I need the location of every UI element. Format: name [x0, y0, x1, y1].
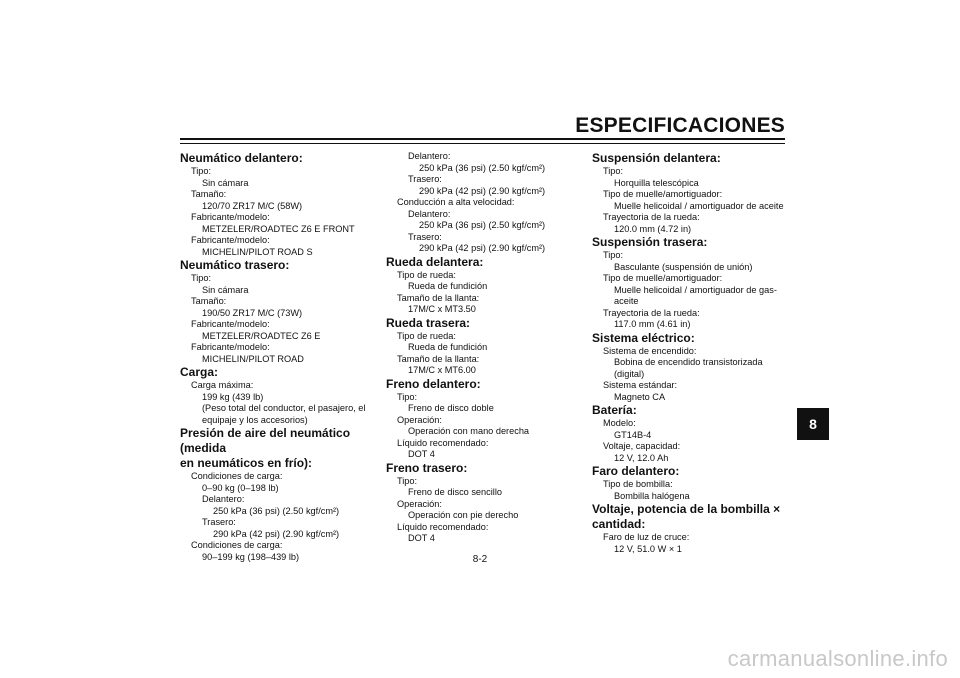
page-title: ESPECIFICACIONES	[575, 114, 785, 137]
spec-line: Freno de disco doble	[408, 403, 494, 413]
spec-line: 17M/C x MT3.50	[408, 304, 476, 314]
spec-line: Operación con pie derecho	[408, 510, 519, 520]
spec-line: Líquido recomendado:	[397, 437, 489, 448]
spec-line: Bombilla halógena	[614, 490, 690, 501]
spec-line: DOT 4	[408, 449, 435, 459]
section-heading: Voltaje, potencia de la bombilla ×	[592, 502, 781, 516]
section-heading: Freno delantero:	[386, 376, 481, 391]
spec-line: Rueda de fundición	[408, 281, 488, 291]
spec-line: 190/50 ZR17 M/C (73W)	[202, 307, 303, 318]
spec-line: Sin cámara	[202, 177, 249, 188]
spec-line: Tamaño de la llanta:	[397, 292, 480, 303]
spec-line: Delantero:	[408, 208, 451, 219]
section-heading: Neumático delantero:	[180, 151, 303, 165]
spec-line: Faro de luz de cruce:	[603, 532, 690, 542]
spec-line: Sistema estándar:	[603, 380, 678, 390]
spec-line: Condiciones de carga:	[191, 540, 283, 550]
spec-line: Tipo de bombilla:	[603, 479, 673, 489]
spec-line: 90–199 kg (198–439 lb)	[202, 551, 300, 562]
spec-line: Voltaje, capacidad:	[603, 441, 681, 451]
spec-line: Tipo:	[191, 166, 212, 176]
spec-line: (digital)	[614, 368, 645, 379]
spec-line: MICHELIN/PILOT ROAD S	[202, 246, 313, 257]
spec-line: Bobina de encendido transistorizada	[614, 357, 763, 367]
spec-line: Tipo:	[397, 475, 418, 486]
spec-line: METZELER/ROADTEC Z6 E	[202, 330, 321, 341]
section-heading: Rueda trasera:	[386, 315, 471, 330]
spec-line: GT14B-4	[614, 429, 652, 440]
spec-line: Trasero:	[408, 231, 442, 242]
section-heading: Neumático trasero:	[180, 258, 290, 272]
spec-line: Tamaño:	[191, 296, 227, 306]
spec-line: 12 V, 51.0 W × 1	[614, 543, 682, 554]
spec-line: Tipo:	[603, 250, 624, 260]
spec-line: Tamaño:	[191, 189, 227, 199]
spec-line: 250 kPa (36 psi) (2.50 kgf/cm²)	[419, 220, 546, 230]
spec-line: Freno de disco sencillo	[408, 487, 502, 497]
spec-line: MICHELIN/PILOT ROAD	[202, 353, 304, 364]
spec-line: equipaje y los accesorios)	[202, 414, 308, 425]
spec-line: 290 kPa (42 psi) (2.90 kgf/cm²)	[419, 185, 546, 196]
spec-line: Rueda de fundición	[408, 342, 488, 352]
spec-line: 12 V, 12.0 Ah	[614, 452, 669, 463]
section-heading: Batería:	[592, 403, 637, 417]
spec-line: Tipo:	[191, 273, 212, 283]
spec-line: Operación con mano derecha	[408, 426, 530, 436]
spec-line: 17M/C x MT6.00	[408, 365, 476, 375]
spec-line: 117.0 mm (4.61 in)	[614, 319, 691, 329]
spec-line: Condiciones de carga:	[191, 471, 283, 481]
spec-line: Carga máxima:	[191, 380, 254, 390]
spec-line: Sin cámara	[202, 284, 249, 295]
section-heading: Suspensión delantera:	[592, 151, 721, 165]
spec-line: Delantero:	[408, 151, 451, 161]
spec-line: Tipo de muelle/amortiguador:	[603, 273, 723, 283]
spec-line: (Peso total del conductor, el pasajero, el	[202, 403, 366, 413]
spec-line: Basculante (suspensión de unión)	[614, 261, 753, 272]
spec-line: Tipo de rueda:	[397, 330, 456, 341]
header-rule-thick	[180, 138, 785, 140]
spec-line: Trasero:	[408, 174, 442, 184]
section-heading: en neumáticos en frío):	[180, 456, 313, 470]
spec-line: Líquido recomendado:	[397, 521, 489, 532]
spec-line: Operación:	[397, 498, 442, 509]
spec-line: Trayectoria de la rueda:	[603, 307, 700, 318]
section-heading: cantidad:	[592, 517, 646, 531]
spec-line: 120.0 mm (4.72 in)	[614, 223, 692, 234]
section-heading: Presión de aire del neumático (medida	[180, 426, 351, 455]
spec-line: 290 kPa (42 psi) (2.90 kgf/cm²)	[213, 528, 340, 539]
column-right	[592, 151, 792, 555]
spec-line: Muelle helicoidal / amortiguador de aceite	[614, 200, 784, 211]
spec-line: Magneto CA	[614, 391, 666, 402]
spec-line: Tipo:	[603, 166, 624, 176]
section-heading: Freno trasero:	[386, 460, 468, 475]
spec-line: METZELER/ROADTEC Z6 E FRONT	[202, 223, 355, 234]
spec-line: 290 kPa (42 psi) (2.90 kgf/cm²)	[419, 243, 546, 253]
spec-line: Fabricante/modelo:	[191, 342, 270, 352]
spec-line: Fabricante/modelo:	[191, 235, 270, 245]
chapter-tab: 8	[797, 408, 829, 440]
column-left	[180, 151, 370, 563]
spec-line: Conducción a alta velocidad:	[397, 197, 515, 207]
spec-line: Sistema de encendido:	[603, 345, 697, 356]
spec-line: 250 kPa (36 psi) (2.50 kgf/cm²)	[419, 162, 546, 173]
spec-line: Tipo de muelle/amortiguador:	[603, 189, 723, 199]
spec-line: Horquilla telescópica	[614, 177, 699, 188]
section-heading: Rueda delantera:	[386, 254, 484, 269]
spec-line: Modelo:	[603, 418, 636, 428]
spec-line: 250 kPa (36 psi) (2.50 kgf/cm²)	[213, 505, 340, 516]
spec-line: 199 kg (439 lb)	[202, 391, 264, 402]
spec-line: Operación:	[397, 414, 442, 425]
spec-line: Trasero:	[202, 517, 236, 527]
column-middle	[386, 151, 556, 545]
spec-line: Tamaño de la llanta:	[397, 353, 480, 364]
spec-line: 0–90 kg (0–198 lb)	[202, 482, 279, 493]
section-heading: Faro delantero:	[592, 464, 680, 478]
watermark: carmanualsonline.info	[727, 646, 948, 671]
section-heading: Suspensión trasera:	[592, 235, 708, 249]
spec-line: Fabricante/modelo:	[191, 319, 270, 329]
section-heading: Carga:	[180, 365, 219, 379]
page-number: 8-2	[472, 554, 488, 565]
spec-line: Trayectoria de la rueda:	[603, 212, 700, 222]
spec-line: Delantero:	[202, 494, 245, 504]
spec-line: 120/70 ZR17 M/C (58W)	[202, 200, 303, 211]
section-heading: Sistema eléctrico:	[592, 330, 695, 345]
spec-line: aceite	[614, 296, 639, 306]
spec-line: Muelle helicoidal / amortiguador de gas-	[614, 284, 777, 295]
spec-line: Tipo de rueda:	[397, 269, 456, 280]
header-rule-thin	[180, 143, 785, 144]
spec-line: Tipo:	[397, 391, 418, 402]
spec-line: Fabricante/modelo:	[191, 212, 270, 222]
spec-line: DOT 4	[408, 533, 435, 543]
